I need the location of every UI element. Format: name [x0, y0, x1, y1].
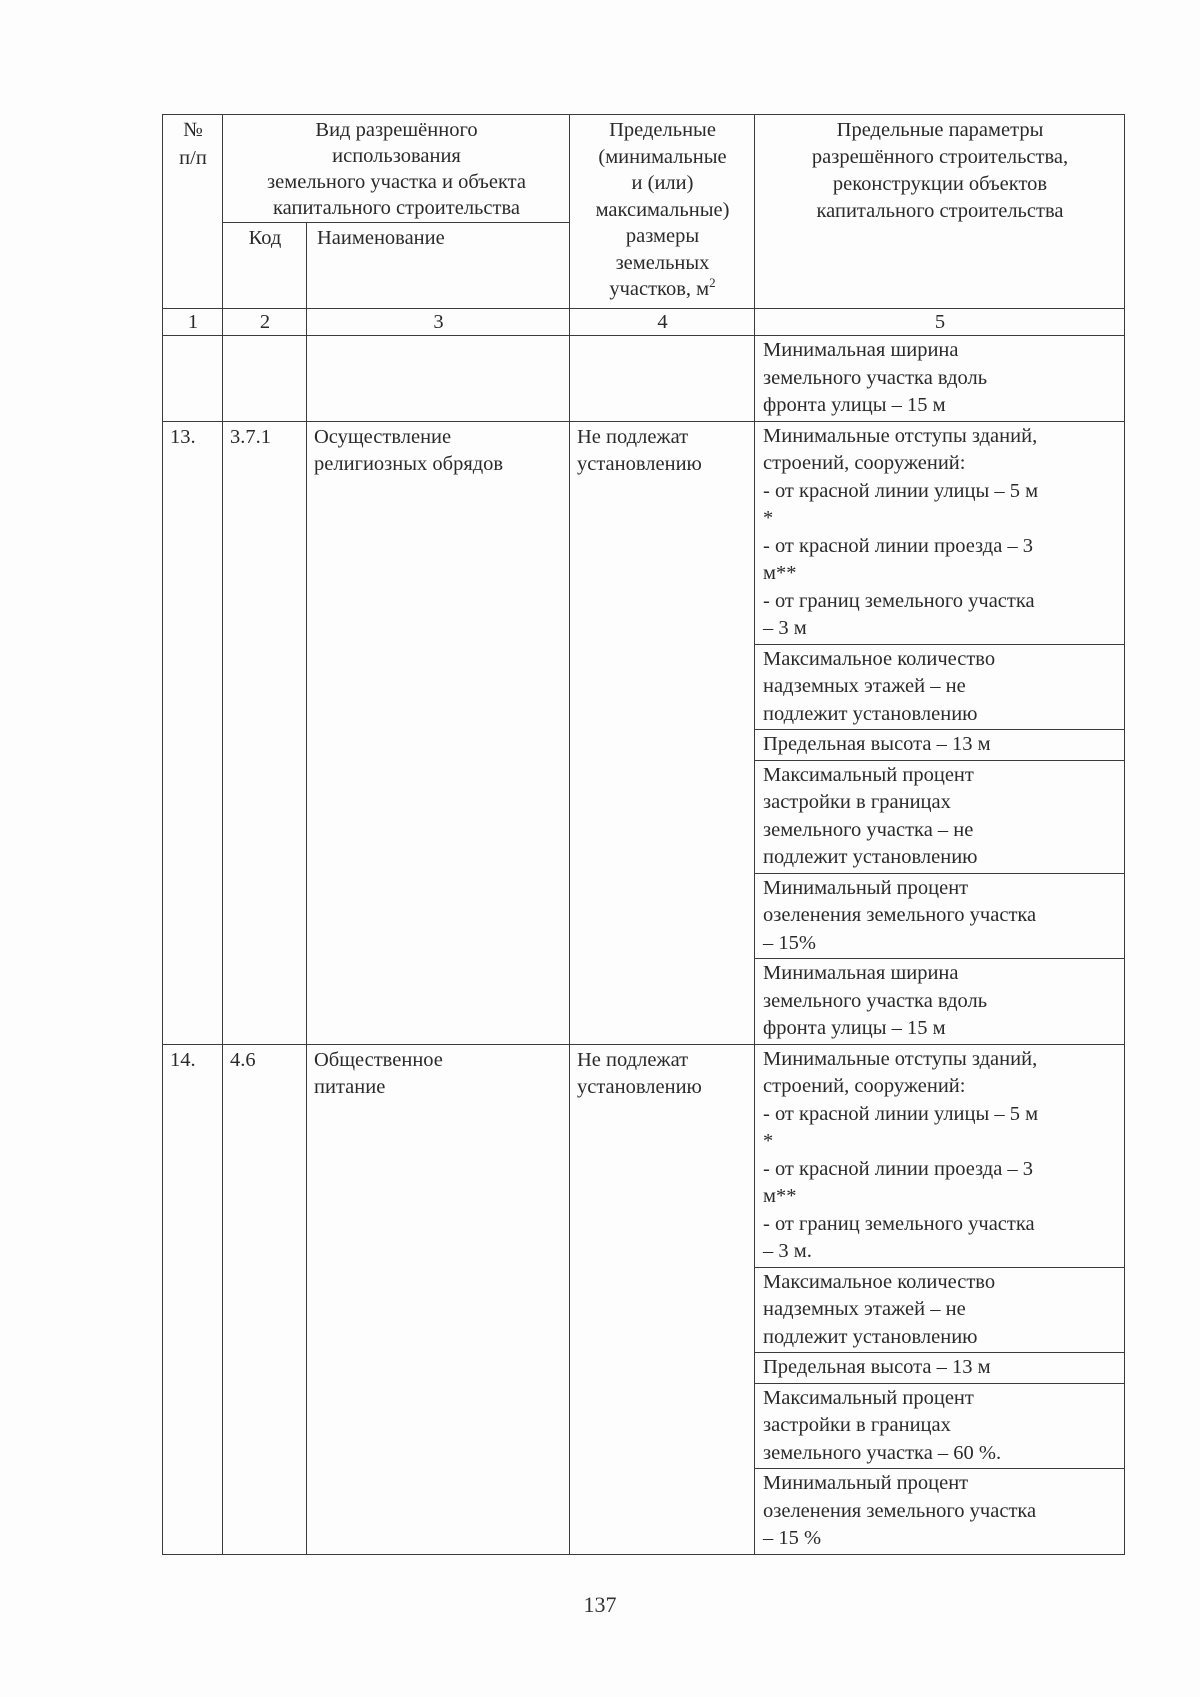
column-number: 3	[307, 309, 570, 336]
page-number: 137	[583, 1592, 617, 1617]
row-code: 4.6	[223, 1044, 307, 1554]
header-code: Код	[223, 223, 307, 309]
row-code	[223, 336, 307, 422]
row-number	[163, 336, 223, 422]
header-permitted-use: Вид разрешённого использования земельного участка и объекта капитального строительства	[223, 115, 570, 223]
table-row	[163, 1044, 1125, 1554]
row-plot-size	[570, 336, 755, 422]
parameter-height: Предельная высота – 13 м	[755, 729, 1124, 760]
parameter-floors: Максимальное количество надземных этажей – не подлежит установлению	[755, 644, 1124, 730]
header-construction-parameters: Предельные параметры разрешённого строительства, реконструкции объектов капитального строительства	[755, 115, 1125, 309]
column-number: 4	[570, 309, 755, 336]
row-parameters	[755, 1044, 1125, 1554]
column-number: 2	[223, 309, 307, 336]
parameter-height: Предельная высота – 13 м	[755, 1352, 1124, 1383]
row-name	[307, 336, 570, 422]
parameter-coverage: Максимальный процент застройки в границах земельного участка – 60 %.	[755, 1383, 1124, 1469]
row-number: 13.	[163, 421, 223, 1044]
header-plot-sizes-sup: 2	[709, 275, 716, 291]
header-number: № п/п	[163, 115, 223, 309]
parameter-item: Минимальная ширина земельного участка вдоль фронта улицы – 15 м	[763, 339, 988, 416]
row-name: Осуществление религиозных обрядов	[307, 421, 570, 1044]
parameter-frontage-width: Минимальная ширина земельного участка вдоль фронта улицы – 15 м	[755, 958, 1124, 1044]
row-name: Общественное питание	[307, 1044, 570, 1554]
parameter-floors: Максимальное количество надземных этажей – не подлежит установлению	[755, 1267, 1124, 1353]
parameter-greening: Минимальный процент озеленения земельного участка – 15 %	[755, 1468, 1124, 1554]
row-parameters	[755, 421, 1125, 1044]
parameter-setbacks: Минимальные отступы зданий, строений, сооружений: - от красной линии улицы – 5 м * - от красной линии проезда – 3 м** - от границ земельного участка – 3 м	[763, 424, 1039, 639]
parameter-setbacks: Минимальные отступы зданий, строений, сооружений: - от красной линии улицы – 5 м * - от красной линии проезда – 3 м** - от границ земельного участка – 3 м.	[763, 1047, 1039, 1262]
table-row	[163, 336, 1125, 422]
column-number: 5	[755, 309, 1125, 336]
header-name: Наименование	[307, 223, 570, 309]
parameter-greening: Минимальный процент озеленения земельного участка – 15%	[755, 873, 1124, 959]
table-row	[163, 421, 1125, 1044]
row-number: 14.	[163, 1044, 223, 1554]
row-parameters	[755, 336, 1125, 422]
row-plot-size: Не подлежат установлению	[570, 1044, 755, 1554]
column-number: 1	[163, 309, 223, 336]
parameter-coverage: Максимальный процент застройки в границах земельного участка – не подлежит установлению	[755, 760, 1124, 873]
zoning-table	[162, 114, 1125, 1555]
row-code: 3.7.1	[223, 421, 307, 1044]
column-numbers-row	[163, 309, 1125, 336]
row-plot-size: Не подлежат установлению	[570, 421, 755, 1044]
header-plot-sizes-text: Предельные (минимальные и (или) максимальные) размеры земельных участков, м	[595, 119, 730, 300]
header-plot-sizes	[570, 115, 755, 309]
